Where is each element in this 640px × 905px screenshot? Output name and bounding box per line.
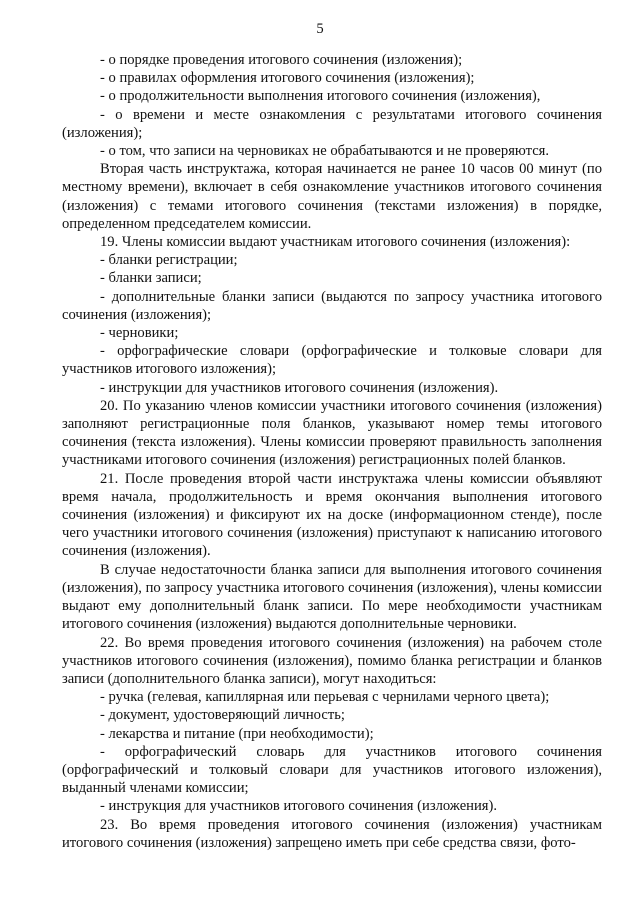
list-item-instruction: - инструкция для участников итогового сочинения (изложения). [100,798,498,815]
list-item-drafts: - черновики; [100,325,179,342]
list-item-drafts-not-checked: - о том, что записи на черновиках не обрабатываются и не проверяются. [100,143,550,160]
clause-20: 20. По указанию членов комиссии участники итогового сочинения (изложения) заполняют регистрационные поля бланков, указывают номер темы итогового сочинения (текста изложения). Члены комиссии проверяют правильность заполнения участниками итогового сочинения (изложения) регистрационных полей бланков. [62,397,602,469]
list-item-procedure: - о порядке проведения итогового сочинения (изложения); [100,52,463,68]
list-item-answer-forms: - бланки записи; [100,270,202,287]
paragraph-second-briefing: Вторая часть инструктажа, которая начинается не ранее 10 часов 00 минут (по местному времени), включает в себя ознакомление участников итогового сочинения (изложения) с темами итогового сочинения (текстами изложения) в порядке, определенном председателем комиссии. [62,161,602,232]
list-item-registration-forms: - бланки регистрации; [100,252,238,269]
paragraph-insufficient-form: В случае недостаточности бланка записи для выполнения итогового сочинения (изложения), по запросу участника итогового сочинения (изложения), члены комиссии выдают ему дополнительный бланк записи. По мере необходимости участникам итогового сочинения (изложения) выдаются дополнительные черновики. [62,561,602,633]
list-item-additional-forms: - дополнительные бланки записи (выдаются по запросу участника итогового сочинения (изложения); [62,288,602,323]
list-item-instructions: - инструкции для участников итогового сочинения (изложения). [100,379,499,396]
list-item-duration: - о продолжительности выполнения итогового сочинения (изложения), [100,88,541,105]
list-item-formatting-rules: - о правилах оформления итогового сочинения (изложения); [100,70,475,87]
clause-21: 21. После проведения второй части инструктажа члены комиссии объявляют время начала, продолжительность и время окончания выполнения итогового сочинения (изложения) и фиксируют их на доске (информационном стенде), после чего участники итогового сочинения (изложения) приступают к написанию итогового сочинения (изложения). [62,470,602,560]
list-item-medicine-food: - лекарства и питание (при необходимости); [100,725,374,742]
list-item-spelling-dictionary: - орфографический словарь для участников итогового сочинения (орфографический и толковый словари для участников итогового изложения), выданный членами комиссии; [62,743,602,797]
list-item-id-document: - документ, удостоверяющий личность; [100,707,345,724]
list-item-pen: - ручка (гелевая, капиллярная или перьевая с чернилами черного цвета); [100,689,550,706]
list-item-results-review: - о времени и месте ознакомления с результатами итогового сочинения (изложения); [62,106,602,141]
clause-23: 23. Во время проведения итогового сочинения (изложения) участникам итогового сочинения (изложения) запрещено иметь при себе средства связи, фото- [62,816,602,851]
list-item-dictionaries: - орфографические словари (орфографические и толковые словари для участников итогового изложения); [62,343,602,378]
clause-19: 19. Члены комиссии выдают участникам итогового сочинения (изложения): [100,234,571,251]
clause-22: 22. Во время проведения итогового сочинения (изложения) на рабочем столе участников итогового сочинения (изложения), помимо бланка регистрации и бланков записи (дополнительного бланка записи), могут находиться: [62,634,602,687]
document-body [62,51,602,852]
page-number: 5 [316,21,324,37]
